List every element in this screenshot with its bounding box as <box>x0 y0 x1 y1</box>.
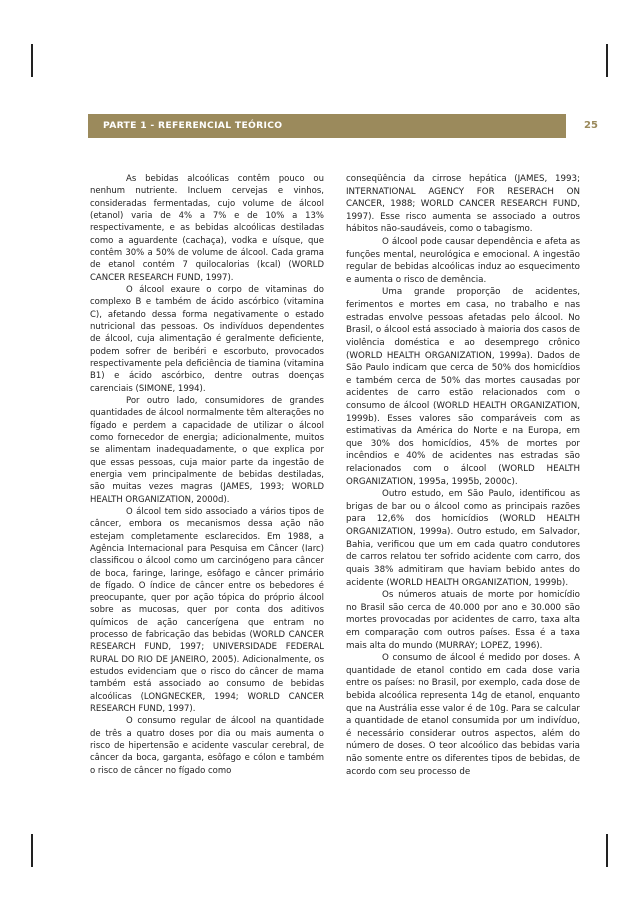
paragraph: As bebidas alcoólicas contêm pouco ou nenhum nutriente. Incluem cervejas e vinhos, consideradas fermentadas, cujo volume de álcool (etanol) varia de 4% a 7% e de 10% a 13% respectivamente, e as bebidas alcoólicas destiladas como a aguardente (cachaça), vodka e uísque, que contêm 30% a 50% de volume de álcool. Cada grama de etanol contém 7 quilocalorias (kcal) (WORLD CANCER RESEARCH FUND, 1997). <box>90 174 324 283</box>
paragraph: Os números atuais de morte por homicídio no Brasil são cerca de 40.000 por ano e 30.000 são mortes provocadas por acidentes de carro, taxa alta em comparação com outros países. Essa é a taxa mais alta do mundo (MURRAY; LOPEZ, 1996). <box>346 590 580 651</box>
crop-mark-top-left <box>31 44 33 77</box>
paragraph: O álcool tem sido associado a vários tipos de câncer, embora os mecanismos dessa ação não estejam completamente esclarecidos. Em 1988, a Agência Internacional para Pesquisa em Câncer (Iarc) classificou o álcool como um carcinógeno para câncer de boca, faringe, laringe, esôfago e câncer primário de fígado. O índice de câncer entre os bebedores é preocupante, quer por ação tópica do próprio álcool sobre as mucosas, quer por conta dos aditivos químicos de ação cancerígena que entram no processo de fabricação das bebidas (WORLD CANCER RESEARCH FUND, 1997; UNIVERSIDADE FEDERAL RURAL DO RIO DE JANEIRO, 2005). Adicionalmente, os estudos evidenciam que o risco do câncer de mama também está associado ao consumo de bebidas alcoólicas (LONGNECKER, 1994; WORLD CANCER RESEARCH FUND, 1997). <box>90 506 324 715</box>
paragraph: Outro estudo, em São Paulo, identificou as brigas de bar ou o álcool como as principais razões para 12,6% dos homicídios (WORLD HEALTH ORGANIZATION, 1999a). Outro estudo, em Salvador, Bahia, verificou que um em cada quatro condutores de carros relatou ter sofrido acidente com carro, dos quais 38% admitiram que haviam bebido antes do acidente (WORLD HEALTH ORGANIZATION, 1999b). <box>346 489 580 588</box>
paragraph-continued: conseqüência da cirrose hepática (JAMES, 1993; INTERNATIONAL AGENCY FOR RESERACH ON CANCER, 1988; WORLD CANCER RESEARCH FUND, 1997). Esse risco aumenta se associado a outros hábitos não-saudáveis, como o tabagismo. <box>346 174 580 235</box>
right-text-column <box>346 173 580 778</box>
paragraph: O álcool exaure o corpo de vitaminas do complexo B e também de ácido ascórbico (vitamina C), afetando dessa forma negativamente o estado nutricional das pessoas. Os indivíduos dependentes de álcool, cuja alimentação é geralmente deficiente, podem sofrer de beribéri e escorbuto, provocados respectivamente pela deficiência de tiamina (vitamina B1) e ácido ascórbico, dentre outras doenças carenciais (SIMONE, 1994). <box>90 284 324 394</box>
crop-mark-top-right <box>606 44 608 77</box>
left-text-column <box>90 173 324 777</box>
paragraph: O consumo de álcool é medido por doses. A quantidade de etanol contido em cada dose varia entre os países: no Brasil, por exemplo, cada dose de bebida alcoólica representa 14g de etanol, enquanto que na Austrália esse valor é de 10g. Para se calcular a quantidade de etanol consumida por um indivíduo, é necessário considerar outros aspectos, além do número de doses. O teor alcoólico das bebidas varia não somente entre os diferentes tipos de bebidas, de acordo com seu processo de <box>346 653 580 777</box>
paragraph: Uma grande proporção de acidentes, ferimentos e mortes em casa, no trabalho e nas estradas envolve pessoas afetadas pelo álcool. No Brasil, o álcool está associado à maioria dos casos de violência doméstica e ao desemprego crônico (WORLD HEALTH ORGANIZATION, 1999a). Dados de São Paulo indicam que cerca de 50% dos homicídios e também cerca de 50% das mortes causadas por acidentes de carro estão relacionados com o consumo de álcool (WORLD HEALTH ORGANIZATION, 1999b). Esses valores são comparáveis com as estimativas da América do Norte e na Europa, em que 30% dos homicídios, 45% de mortes por incêndios e 40% de acidentes nas estradas são relacionados com o álcool (WORLD HEALTH ORGANIZATION, 1995a, 1995b, 2000c). <box>346 287 580 487</box>
crop-mark-bottom-left <box>31 834 33 867</box>
page-number: 25 <box>584 120 598 131</box>
paragraph: O álcool pode causar dependência e afeta as funções mental, neurológica e emocional. A ingestão regular de bebidas alcoólicas induz ao esquecimento e aumenta o risco de demência. <box>346 237 580 285</box>
section-title: PARTE 1 - REFERENCIAL TEÓRICO <box>103 120 283 131</box>
paragraph: Por outro lado, consumidores de grandes quantidades de álcool normalmente têm alterações no fígado e perdem a capacidade de utilizar o álcool como fornecedor de energia; adicionalmente, muitos se alimentam inadequadamente, o que explica por que essas pessoas, cuja maior parte da ingestão de energia vem principalmente de bebidas destiladas, são muitas vezes magras (JAMES, 1993; WORLD HEALTH ORGANIZATION, 2000d). <box>90 395 324 505</box>
paragraph: O consumo regular de álcool na quantidade de três a quatro doses por dia ou mais aumenta o risco de hipertensão e acidente vascular cerebral, de câncer da boca, garganta, esôfago e cólon e também o risco de câncer no fígado como <box>90 716 324 776</box>
crop-mark-bottom-right <box>606 834 608 867</box>
